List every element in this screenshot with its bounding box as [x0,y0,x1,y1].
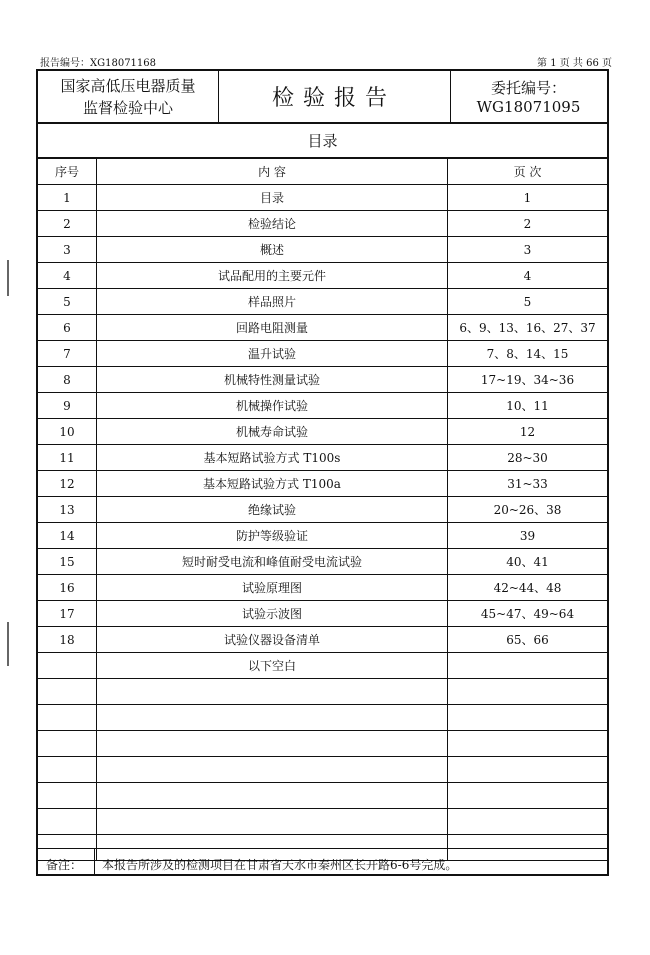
toc-content-cell: 基本短路试验方式 T100s [97,445,448,471]
toc-row [37,341,608,367]
toc-row [37,679,608,705]
report-title: 检验报告 [218,71,451,122]
toc-seq-cell [37,705,97,731]
toc-seq-cell: 2 [37,211,97,237]
toc-content-cell: 试验示波图 [97,601,448,627]
toc-pages-cell: 42~44、48 [448,575,609,601]
toc-content-cell: 以下空白 [97,653,448,679]
toc-pages-cell: 31~33 [448,471,609,497]
org-line-2: 监督检验中心 [82,98,173,117]
toc-pages-cell: 17~19、34~36 [448,367,609,393]
toc-seq-cell: 11 [37,445,97,471]
toc-seq-cell: 15 [37,549,97,575]
toc-seq-cell: 12 [37,471,97,497]
toc-content-cell: 防护等级验证 [97,523,448,549]
toc-content-cell: 试品配用的主要元件 [97,263,448,289]
toc-content-cell [97,705,448,731]
col-header-pages: 页 次 [448,159,609,185]
toc-row [37,237,608,263]
toc-pages-cell: 7、8、14、15 [448,341,609,367]
toc-header-row [37,159,608,185]
toc-row [37,211,608,237]
toc-row [37,263,608,289]
toc-content-cell: 温升试验 [97,341,448,367]
toc-content-cell: 概述 [97,237,448,263]
report-header [36,69,609,124]
toc-title: 目录 [36,124,609,158]
toc-pages-cell [448,783,609,809]
toc-pages-cell [448,705,609,731]
toc-row [37,523,608,549]
toc-seq-cell [37,809,97,835]
toc-row [37,627,608,653]
remarks [36,848,609,876]
toc-pages-cell: 4 [448,263,609,289]
toc-content-cell [97,757,448,783]
toc-seq-cell: 7 [37,341,97,367]
toc-seq-cell [37,679,97,705]
toc-row [37,289,608,315]
toc-row [37,393,608,419]
toc-seq-cell: 4 [37,263,97,289]
toc-row [37,445,608,471]
toc-pages-cell: 65、66 [448,627,609,653]
toc-content-cell: 试验仪器设备清单 [97,627,448,653]
toc-row [37,705,608,731]
toc-content-cell: 基本短路试验方式 T100a [97,471,448,497]
toc-pages-cell: 6、9、13、16、27、37 [448,315,609,341]
toc-seq-cell: 13 [37,497,97,523]
toc-pages-cell: 28~30 [448,445,609,471]
toc-content-cell: 绝缘试验 [97,497,448,523]
toc-table [36,158,609,861]
toc-seq-cell: 18 [37,627,97,653]
toc-pages-cell: 2 [448,211,609,237]
toc-pages-cell [448,731,609,757]
toc-pages-cell: 5 [448,289,609,315]
binding-mark [7,260,9,296]
toc-pages-cell [448,679,609,705]
toc-pages-cell [448,809,609,835]
toc-pages-cell: 12 [448,419,609,445]
toc-content-cell [97,783,448,809]
toc-row [37,601,608,627]
toc-content-cell: 回路电阻测量 [97,315,448,341]
toc-content-cell: 目录 [97,185,448,211]
col-header-content: 内 容 [97,159,448,185]
col-header-seq: 序号 [37,159,97,185]
toc-row [37,315,608,341]
org-line-1: 国家高低压电器质量 [60,76,196,95]
remarks-label: 备注： [46,858,83,872]
toc-row [37,575,608,601]
toc-seq-cell: 14 [37,523,97,549]
toc-pages-cell [448,757,609,783]
toc-seq-cell [37,757,97,783]
toc-row [37,549,608,575]
toc-pages-cell: 1 [448,185,609,211]
toc-row [37,757,608,783]
remarks-divider [94,849,95,876]
toc-row [37,185,608,211]
toc-content-cell: 机械寿命试验 [97,419,448,445]
toc-row [37,809,608,835]
toc-content-cell: 检验结论 [97,211,448,237]
toc-row [37,367,608,393]
toc-row [37,497,608,523]
toc-row [37,731,608,757]
toc-content-cell: 样品照片 [97,289,448,315]
toc-pages-cell: 20~26、38 [448,497,609,523]
issuing-organization [38,71,219,122]
toc-content-cell [97,731,448,757]
toc-seq-cell: 5 [37,289,97,315]
toc-row [37,653,608,679]
toc-content-cell: 机械操作试验 [97,393,448,419]
toc-seq-cell: 6 [37,315,97,341]
toc-pages-cell: 45~47、49~64 [448,601,609,627]
toc-pages-cell: 10、11 [448,393,609,419]
toc-content-cell: 短时耐受电流和峰值耐受电流试验 [97,549,448,575]
toc-row [37,471,608,497]
toc-content-cell: 试验原理图 [97,575,448,601]
toc-pages-cell: 39 [448,523,609,549]
toc-content-cell [97,809,448,835]
toc-seq-cell: 1 [37,185,97,211]
toc-seq-cell: 8 [37,367,97,393]
toc-row [37,419,608,445]
toc-seq-cell [37,653,97,679]
toc-content-cell: 机械特性测量试验 [97,367,448,393]
binding-mark [7,622,9,666]
toc-pages-cell: 40、41 [448,549,609,575]
toc-row [37,783,608,809]
toc-seq-cell: 10 [37,419,97,445]
toc-seq-cell: 17 [37,601,97,627]
toc-seq-cell [37,783,97,809]
toc-content-cell [97,679,448,705]
toc-pages-cell [448,653,609,679]
remarks-text: 本报告所涉及的检测项目在甘肃省天水市秦州区长开路6-6号完成。 [102,858,458,872]
toc-seq-cell [37,731,97,757]
page-info: 第 1 页 共 66 页 [537,58,612,69]
commission-number: 委托编号：WG18071095 [476,79,581,116]
toc-seq-cell: 16 [37,575,97,601]
toc-seq-cell: 9 [37,393,97,419]
toc-pages-cell: 3 [448,237,609,263]
report-number: 报告编号：XG18071168 [40,58,157,69]
toc-seq-cell: 3 [37,237,97,263]
